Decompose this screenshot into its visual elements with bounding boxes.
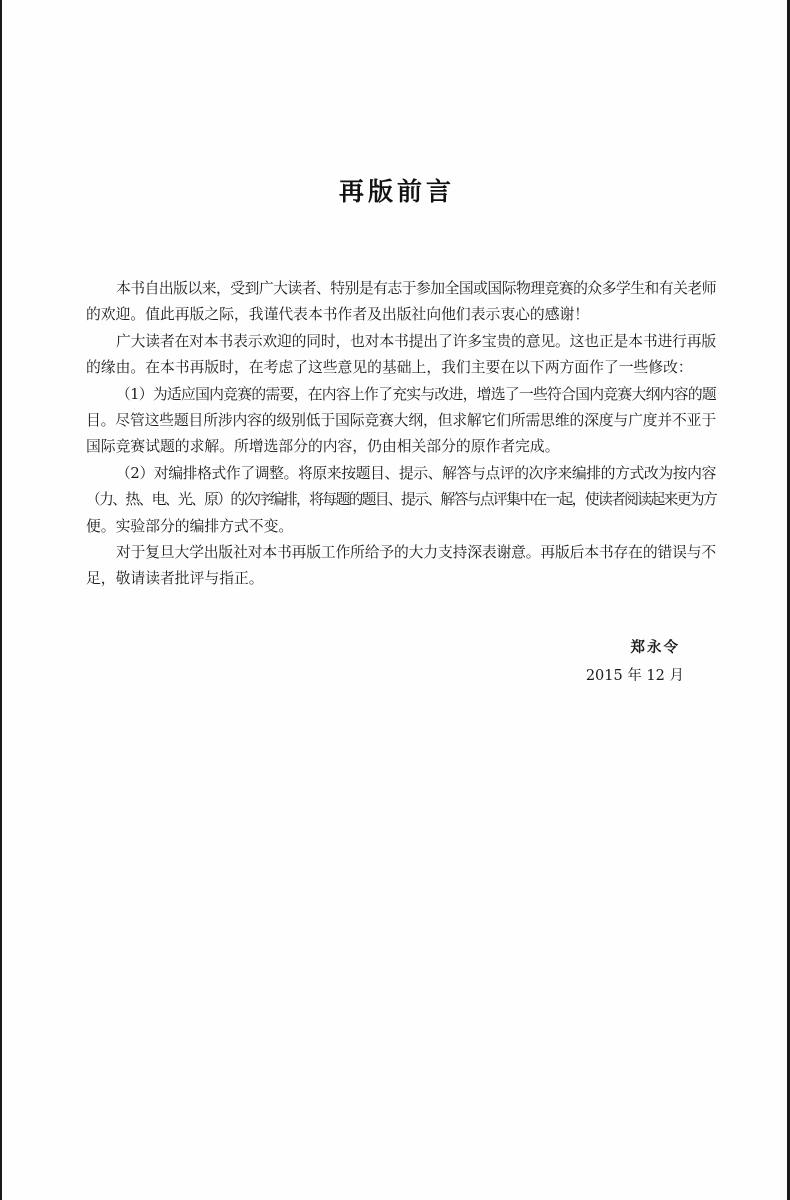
- text-line: 目。尽管这些题目所涉内容的级别低于国际竞赛大纲，但求解它们所需思维的深度与广度并不亚于: [86, 411, 716, 429]
- text-line: 对于复旦大学出版社对本书再版工作所给予的大力支持深表谢意。再版后本书存在的错误与不: [116, 543, 716, 561]
- text-line: 便。实验部分的编排方式不变。: [86, 517, 294, 535]
- preface-body: [86, 276, 716, 593]
- text-line: 足，敬请读者批评与指正。: [86, 570, 264, 588]
- text-line: 的缘由。在本书再版时，在考虑了这些意见的基础上，我们主要在以下两方面作了一些修改：: [86, 359, 693, 377]
- text-line: （1）为适应国内竞赛的需要，在内容上作了充实与改进，增选了一些符合国内竞赛大纲内容的题: [116, 385, 716, 403]
- text-line: （2）对编排格式作了调整。将原来按题目、提示、解答与点评的次序来编排的方式改为按内容: [116, 464, 716, 482]
- text-line: 的欢迎。值此再版之际，我谨代表本书作者及出版社向他们表示衷心的感谢！: [86, 306, 590, 324]
- text-line: 本书自出版以来，受到广大读者、特别是有志于参加全国或国际物理竞赛的众多学生和有关老师: [116, 280, 716, 297]
- text-line: 国际竞赛试题的求解。所增选部分的内容，仍由相关部分的原作者完成。: [86, 438, 560, 456]
- author-signature: 郑永令: [630, 639, 680, 656]
- text-line: 广大读者在对本书表示欢迎的同时，也对本书提出了许多宝贵的意见。这也正是本书进行再版: [116, 332, 716, 350]
- signature-date: 2015 年 12 月: [585, 668, 684, 684]
- text-line: （力、热、电、光、原）的次序编排，将每题的题目、提示、解答与点评集中在一起，使读者阅读起来更为方: [86, 491, 716, 509]
- page-title: 再版前言: [338, 177, 455, 206]
